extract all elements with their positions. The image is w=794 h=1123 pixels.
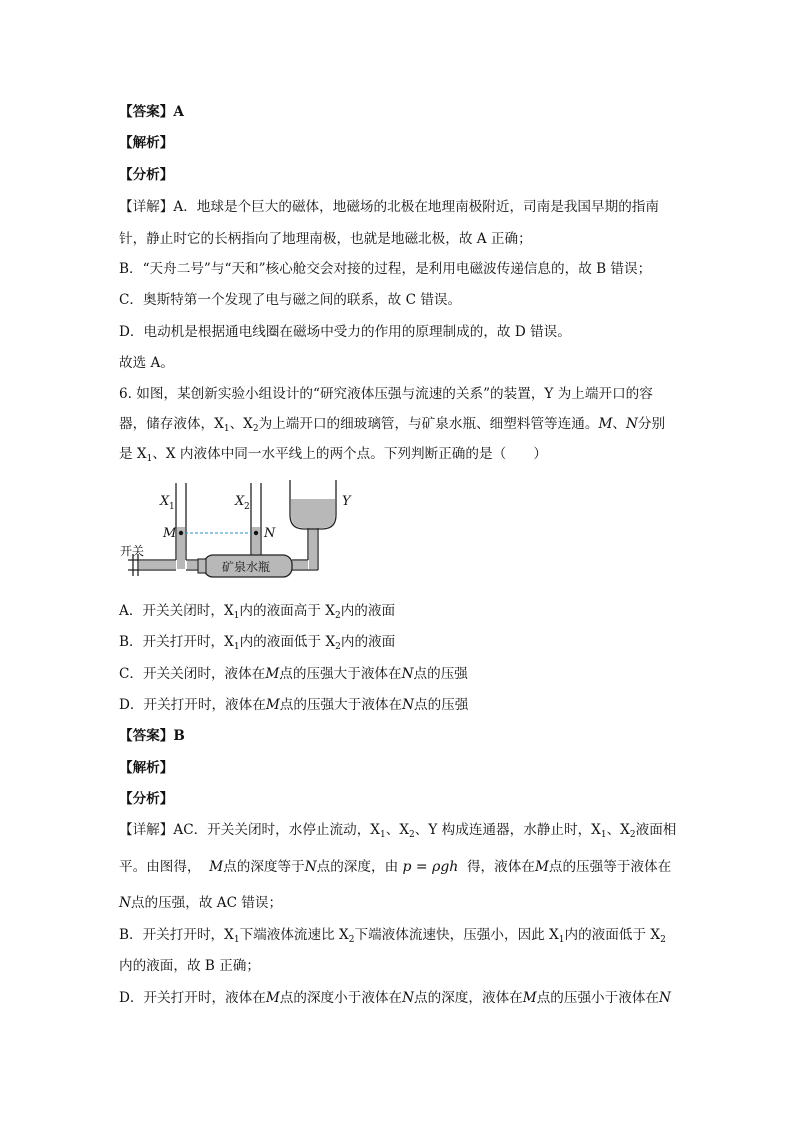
q5-conclusion: 故选 A。 [119,355,174,371]
label-x2: X [235,494,245,509]
q5-answer: 【答案】A [119,104,184,120]
apparatus-figure [114,465,354,585]
q5-fenxi-heading: 【分析】 [119,167,174,183]
label-bottle: 矿泉水瓶 [222,560,271,574]
label-y: Y [342,494,351,509]
q6-detail-line4: B．开关打开时，$X_1$下端液体流速比 $X_2$下端液体流速快，压强小，因此 $X_1$内的液面低于 $X_2$ [119,927,666,945]
q6-option-b: B．开关打开时，$X_1$内的液面低于 $X_2$内的液面 [119,634,396,652]
label-switch: 开关 [120,544,145,558]
q6-option-a: A．开关关闭时，$X_1$内的液面高于 $X_2$内的液面 [119,603,396,621]
label-x1-sub: 1 [169,502,175,512]
label-x1: X [160,494,170,509]
q6-detail-line6: D．开关打开时，液体在M点的深度小于液体在N点的深度，液体在M点的压强小于液体在N [119,990,671,1006]
q6-stem-line1: 6. 如图，某创新实验小组设计的“研究液体压强与流速的关系”的装置，Y 为上端开口的容 [119,386,653,402]
q6-detail-line5: 内的液面，故 B 正确； [119,958,260,974]
q6-option-d: D．开关打开时，液体在M点的压强大于液体在N点的压强 [119,697,469,713]
q5-analysis-heading: 【解析】 [119,135,174,151]
point-n [254,531,258,535]
q6-detail-line1: 【详解】AC．开关关闭时，水停止流动，$X_1$、$X_2$、Y 构成连通器，水静止时，$X_1$、$X_2$液面相 [119,822,677,840]
pressure-formula: p = ρgh [402,859,459,875]
q6-stem-line2: 器，储存液体，$X_1$、$X_2$为上端开口的细玻璃管，与矿泉水瓶、细塑料管等连通。M、N分别 [119,416,666,434]
label-m: M [163,526,177,541]
q6-detail-line3: N点的压强，故 AC 错误； [119,895,283,911]
q5-option-b: B．“天舟二号”与“天和”核心舱交会对接的过程，是利用电磁波传递信息的，故 B 错误； [119,261,652,277]
q6-stem-line3: 是 $X_1$、X 内液体中同一水平线上的两个点。下列判断正确的是（ ） [119,446,547,464]
label-n: N [264,526,276,541]
q5-option-c: C．奥斯特第一个发现了电与磁之间的联系，故 C 错误。 [119,292,462,308]
q6-option-c: C．开关关闭时，液体在M点的压强大于液体在N点的压强 [119,666,468,682]
q5-detail-line1: 【详解】A．地球是个巨大的磁体，地磁场的北极在地理南极附近，司南是我国早期的指南 [119,199,659,215]
q5-detail-line2: 针，静止时它的长柄指向了地理南极，也就是地磁北极，故 A 正确； [119,231,532,247]
point-m [179,531,183,535]
label-x2-sub: 2 [244,502,250,512]
q6-detail-line2: 平。由图得， M点的深度等于N点的深度，由 p = ρgh 得，液体在M点的压强等于液体在 [119,859,672,875]
q6-answer: 【答案】B [119,728,185,744]
q6-analysis-heading: 【解析】 [119,760,174,776]
q6-fenxi-heading: 【分析】 [119,791,174,807]
q5-option-d: D．电动机是根据通电线圈在磁场中受力的作用的原理制成的，故 D 错误。 [119,324,571,340]
